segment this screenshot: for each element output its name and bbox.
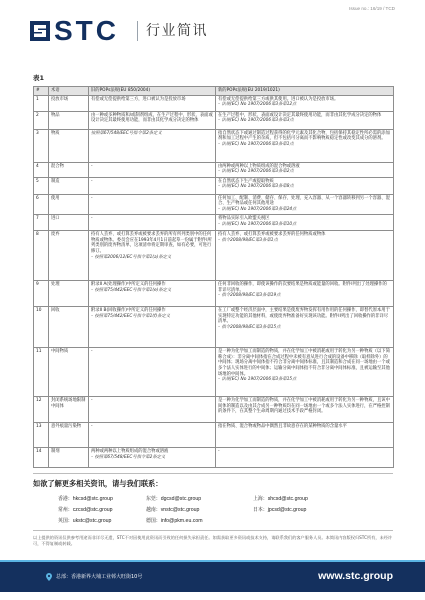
definitions-table xyxy=(33,86,394,468)
old-definition: - xyxy=(91,163,93,169)
new-reference: – 法规(EC) No 1907/2006第3条第10点 xyxy=(218,221,297,227)
term-cell: 制剂 xyxy=(49,447,89,467)
contact-email[interactable]: dgcsd@stc.group xyxy=(160,496,202,502)
new-regulation-cell xyxy=(216,447,394,467)
contact-label: 日本： xyxy=(253,507,268,513)
new-regulation-cell xyxy=(216,95,394,111)
old-definition: - xyxy=(91,348,93,354)
new-definition: 将物品实际引入欧盟关税区 xyxy=(218,215,270,221)
term-cell: 处理 xyxy=(49,280,89,306)
term-cell: 物品 xyxy=(49,111,89,129)
old-regulation-cell xyxy=(89,111,216,129)
new-definition: 任何加工、配制、消费、储存、保存、处理、充入容器、从一个容器转移到另一个容器、混合、生产物品或任何其他用途 xyxy=(218,195,390,207)
old-definition: 附录II B(回收操作)中所定义的任何操作 xyxy=(91,307,166,313)
term-cell: 回收 xyxy=(49,306,89,347)
section-divider xyxy=(33,530,393,531)
column-header-new-regulation: 新的POPs法规(EU 2019/1021) xyxy=(216,87,394,96)
contact-label: 越南： xyxy=(146,507,161,513)
old-reference: – 按照第67/548/EEC号指令第2条定义 xyxy=(91,454,166,460)
term-cell: 封闭系统场地限制中间体 xyxy=(49,396,89,422)
new-definition: 是一种为化学加工而制造的物质，并在化学加工中被消耗或用于转化为另一种物质，且该中间体的制造以及由其合成另一种物质均在同一场地由一个或多个法人实体进行，在严格控制的条件下，在其整个生命周期内通过技术手段严格封闭。 xyxy=(218,397,390,415)
new-definition: 在自然状态下生产或提取物质 xyxy=(218,178,274,184)
new-definition: 指自然状态下或通过制造过程获得的化学元素及其化合物，包括保持其稳定性所必需的添加剂和加工过程中产生的杂质，但不包括可分离而不影响物质稳定性或改变其成分的溶剂。 xyxy=(218,130,390,142)
table-row xyxy=(34,422,394,447)
website-link[interactable]: www.stc.group xyxy=(318,570,393,582)
disclaimer-text: 以上提供的资讯仅供参考用途而非详尽无遗，STC不对因使用此资讯而引致的任何损失承担责任。如需获取更多资讯或技术支持，请联系我们的客户服务人员。本简讯内容版权归STC所有，未经许可，不得复制或转载。 xyxy=(33,535,393,546)
new-regulation-cell xyxy=(216,306,394,347)
contact-label: 英国： xyxy=(58,518,73,524)
table-row xyxy=(34,347,394,396)
issue-number: Issue no.: 16/19 / TCD xyxy=(349,6,395,11)
table-row xyxy=(34,177,394,194)
contact-email[interactable]: ukstc@stc.group xyxy=(72,518,112,524)
contact-email[interactable]: shcsd@stc.group xyxy=(267,496,308,502)
new-reference: – 法规(EC) No 1907/2006第3条第12点 xyxy=(218,102,297,108)
new-regulation-cell xyxy=(216,177,394,194)
old-regulation-cell xyxy=(89,214,216,230)
new-definition: 在工厂或整个经济层面中，主要结果是使废弃物发挥有用作用的任何操作，即替代原本用于实现特定功能的其他材料，或使废弃物准备好实现该功能。附件II列出了回收操作的非详尽清单。 xyxy=(218,307,390,325)
contact-email[interactable]: hkcsd@stc.group xyxy=(72,496,113,502)
contact-item xyxy=(146,518,203,524)
headquarters-address: 总部：香港新界大埔工业邨大旺街10号 xyxy=(56,574,143,580)
new-regulation-cell xyxy=(216,194,394,214)
contact-item xyxy=(253,496,308,502)
new-reference: – 法规(EC) No 1907/2006第3条第15点 xyxy=(218,377,297,383)
table-row xyxy=(34,129,394,162)
contact-email[interactable]: czcsd@stc.group xyxy=(72,507,113,513)
old-definition: 持有人丢弃、或打算丢弃或被要求丢弃的所有所列类别中的任何物质或物体。委员会应在1993年4月1日前起草一份属于附件I所列类别的废弃物清单，这项清单将定期审查，如有必要，可进行修订。 xyxy=(91,231,212,254)
new-regulation-cell xyxy=(216,422,394,447)
term-cell: 使用 xyxy=(49,194,89,214)
column-header-number: # xyxy=(34,87,49,96)
row-number: 5 xyxy=(34,177,49,194)
section-divider xyxy=(33,473,393,474)
row-number: 14 xyxy=(34,447,49,467)
contact-label: 常州： xyxy=(58,507,73,513)
new-regulation-cell xyxy=(216,230,394,280)
old-definition: - xyxy=(91,397,93,403)
new-reference: – 法规(EC) No 1907/2006第3条第1点 xyxy=(218,142,294,148)
old-regulation-cell xyxy=(89,95,216,111)
old-definition: - xyxy=(91,195,93,201)
new-reference: – 法规(EC) No 1907/2006第3条第24点 xyxy=(218,207,297,213)
old-definition: 附录II A(处理操作)中所定义的任何操作 xyxy=(91,281,166,287)
new-regulation-cell xyxy=(216,111,394,129)
column-header-term: 术语 xyxy=(49,87,89,96)
contact-item xyxy=(146,507,199,513)
contact-item xyxy=(58,496,113,502)
old-regulation-cell xyxy=(89,306,216,347)
new-regulation-cell xyxy=(216,280,394,306)
new-definition: 持有人丢弃、或打算丢弃或被要求丢弃的任何物质或物体 xyxy=(218,231,326,237)
old-reference: – 按照第2006/12/EC号指令第1(a)条定义 xyxy=(91,254,172,260)
table-row xyxy=(34,447,394,467)
table-row xyxy=(34,162,394,177)
term-cell: 中间物质 xyxy=(49,347,89,396)
table-header-row xyxy=(34,87,394,96)
term-cell: 制造 xyxy=(49,177,89,194)
old-regulation-cell xyxy=(89,230,216,280)
old-regulation-cell xyxy=(89,280,216,306)
term-cell: 投放市场 xyxy=(49,95,89,111)
header-divider xyxy=(137,21,138,41)
contact-label: 上海： xyxy=(253,496,268,502)
old-definition: 两种或两种以上物质组成的混合物或溶液 xyxy=(91,448,169,454)
old-reference: – 按照第75/442/EEC号指令第1(e)条定义 xyxy=(91,287,172,293)
new-reference: – 指令2008/98/EC第3条第1点 xyxy=(218,237,278,243)
row-number: 10 xyxy=(34,306,49,347)
row-number: 1 xyxy=(34,95,49,111)
table-row xyxy=(34,111,394,129)
table-row xyxy=(34,280,394,306)
row-number: 6 xyxy=(34,194,49,214)
new-reference: – 指令2008/98/EC第3条第19点 xyxy=(218,293,281,299)
table-row xyxy=(34,214,394,230)
old-regulation-cell xyxy=(89,177,216,194)
newsletter-title: 行业简讯 xyxy=(146,23,208,39)
new-reference: – 法规(EC) No 1907/2006第3条第8点 xyxy=(218,184,294,190)
row-number: 9 xyxy=(34,280,49,306)
new-definition: 指在物质、混合物或物品中偶然且非故意存在的某种物质的含量水平 xyxy=(218,423,347,429)
row-number: 11 xyxy=(34,347,49,396)
old-definition: - xyxy=(91,178,93,184)
contact-email[interactable]: jpcsd@stc.group xyxy=(267,507,307,513)
new-reference: – 法规(EC) No 1907/2006第3条第2点 xyxy=(218,169,294,175)
contact-email[interactable]: vnstc@stc.group xyxy=(160,507,200,513)
brand-name: STC xyxy=(54,15,119,46)
row-number: 2 xyxy=(34,111,49,129)
old-definition: 有偿或无偿提供给第三方，进口被认为是投放市场 xyxy=(91,96,186,102)
new-regulation-cell xyxy=(216,396,394,422)
new-definition: 是一种为化学加工而制造的物质，并在化学加工中被消耗或用于转化为另一种物质（以下简称合成）：非分离中间体指在合成过程中未被有意从进行合成的设备中移除（取样除外）的中间体；现场分离中间体指不符合非分离中间体标准，且其制造和合成在同一场地由一个或多个法人实体进行的中间体；运输分离中间体指不符合非分离中间体标准，且被运输至其他场地的中间体。 xyxy=(218,348,390,377)
row-number: 13 xyxy=(34,422,49,447)
row-number: 3 xyxy=(34,129,49,162)
new-regulation-cell xyxy=(216,347,394,396)
contact-label: 东莞： xyxy=(146,496,161,502)
old-regulation-cell xyxy=(89,129,216,162)
location-pin-icon xyxy=(46,573,52,581)
table-row xyxy=(34,396,394,422)
old-definition: 由一种或多种物质和/或制剂组成，在生产过程中，形状、表面或设计决定其最终使用功能，而非由其化学成分决定的物体 xyxy=(91,112,213,124)
table-row xyxy=(34,194,394,214)
old-regulation-cell xyxy=(89,162,216,177)
old-definition: - xyxy=(91,423,93,429)
table-row xyxy=(34,230,394,280)
row-number: 12 xyxy=(34,396,49,422)
new-definition: 由两种或两种以上物质组成的混合物或溶液 xyxy=(218,163,300,169)
old-reference: 按照第67/548/EEC号指令第2条定义 xyxy=(91,130,162,136)
new-regulation-cell xyxy=(216,162,394,177)
column-header-old-regulation: 旧的POPs法规(EU 850/2004) xyxy=(89,87,216,96)
table-row xyxy=(34,95,394,111)
table-row xyxy=(34,306,394,347)
contact-item xyxy=(253,507,306,513)
stc-logo-icon xyxy=(30,21,50,41)
row-number: 4 xyxy=(34,162,49,177)
new-definition: 在生产过程中，形状、表面或设计决定其最终使用功能，而非由其化学成分决定的物体 xyxy=(218,112,382,118)
old-regulation-cell xyxy=(89,347,216,396)
row-number: 7 xyxy=(34,214,49,230)
term-cell: 废弃 xyxy=(49,230,89,280)
old-definition: - xyxy=(91,215,93,221)
term-cell: 意外痕量污染物 xyxy=(49,422,89,447)
term-cell: 物质 xyxy=(49,129,89,162)
new-regulation-cell xyxy=(216,129,394,162)
old-regulation-cell xyxy=(89,447,216,467)
contact-item xyxy=(58,507,113,513)
contact-email[interactable]: info@pkm.eu.com xyxy=(160,518,203,524)
new-reference: – 法规(EC) No 1907/2006第3条第3点 xyxy=(218,118,294,124)
table-caption: 表1 xyxy=(33,74,45,82)
row-number: 8 xyxy=(34,230,49,280)
contact-label: 德国： xyxy=(146,518,161,524)
contact-label: 香港： xyxy=(58,496,73,502)
contact-item xyxy=(58,518,111,524)
new-definition: 任何非回收的操作，即使该操作的次要结果是物质或能量的回收。附件I列出了处理操作的非详尽清单。 xyxy=(218,281,387,293)
old-regulation-cell xyxy=(89,396,216,422)
new-definition: - xyxy=(218,448,220,454)
stc-logo xyxy=(30,15,119,46)
new-reference: – 指令2008/98/EC第3条第15点 xyxy=(218,324,281,330)
new-regulation-cell xyxy=(216,214,394,230)
term-cell: 进口 xyxy=(49,214,89,230)
term-cell: 混合物 xyxy=(49,162,89,177)
contact-item xyxy=(146,496,201,502)
old-reference: – 按照第75/442/EEC号指令第1(f)条定义 xyxy=(91,313,171,319)
contact-heading: 如欲了解更多相关资讯，请与我们联系： xyxy=(33,479,163,488)
new-definition: 有偿或无偿提供给第三方或供其使用。进口被认为是投放市场。 xyxy=(218,96,339,102)
old-regulation-cell xyxy=(89,194,216,214)
old-regulation-cell xyxy=(89,422,216,447)
